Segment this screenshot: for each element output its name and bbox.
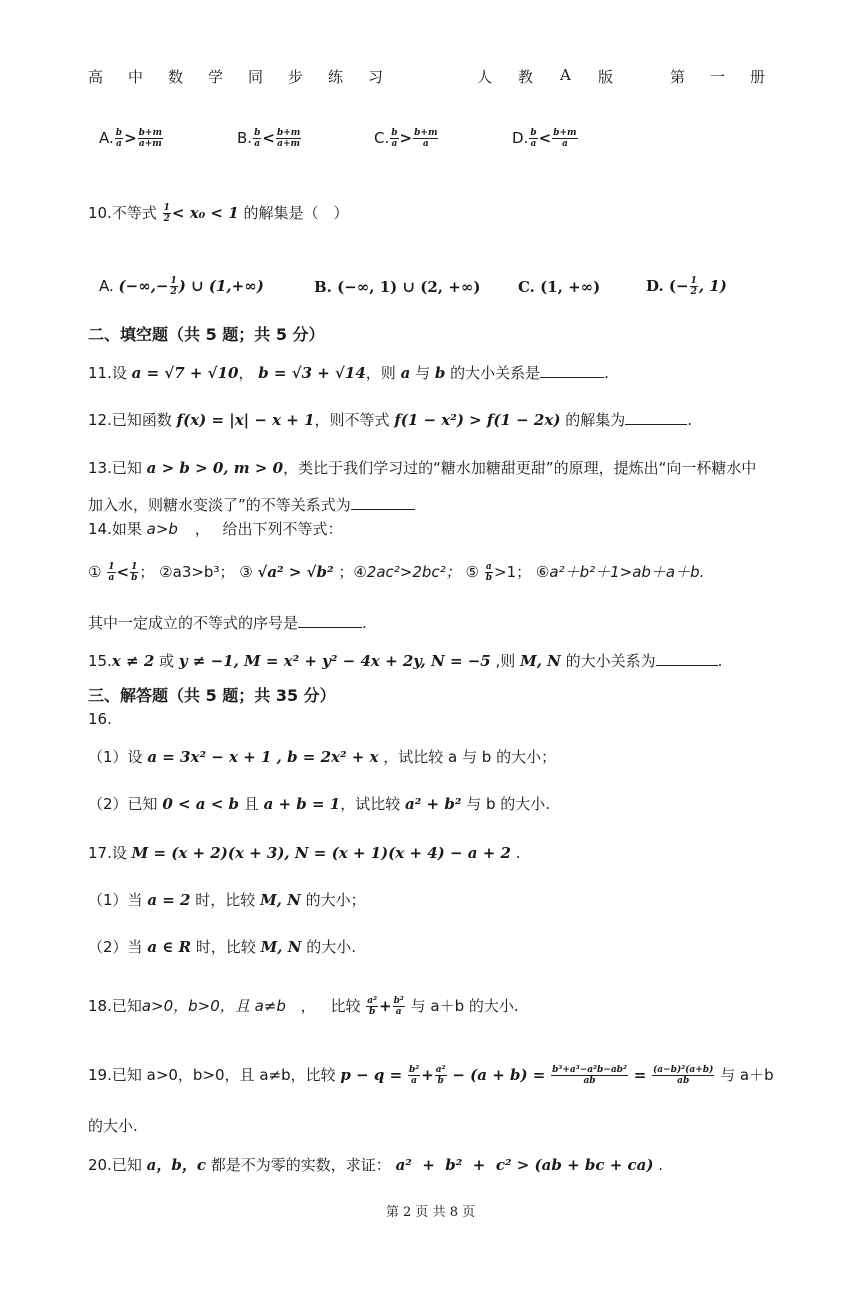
q9-option-a: A. $\frac{b}{a}$ > $\frac{b+m}{a+m}$	[99, 128, 162, 149]
question-16-number: 16.	[88, 710, 112, 728]
question-10-stem: 10.不等式 $\frac{1}{2}$ < x₀ < 1 的解集是（ ）	[88, 203, 349, 224]
question-17: 17.设 M = (x + 2)(x + 3), N = (x + 1)(x + 4) − a + 2 .	[88, 844, 521, 862]
fraction: $\frac{\text{a²}}{b}$	[367, 996, 378, 1017]
question-20: 20.已知 a，b，c 都是不为零的实数，求证： a² + b² + c² > (ab + bc + ca) .	[88, 1156, 664, 1174]
answer-blank[interactable]	[540, 363, 604, 378]
header-char: 版	[598, 68, 614, 86]
header-char: 册	[750, 68, 766, 86]
fraction: $\frac{\text{a²}}{b}$	[435, 1065, 446, 1086]
question-16-part2: （2）已知 0 < a < b 且 a + b = 1，试比较 a² + b² 与 b 的大小.	[88, 795, 551, 813]
question-19-line2: 的大小.	[88, 1117, 138, 1135]
fraction: $\frac{b}{a}$	[391, 128, 398, 149]
fraction: $\frac{b+m}{a}$	[553, 128, 577, 149]
answer-blank[interactable]	[351, 495, 415, 510]
question-19: 19.已知 a>0，b>0，且 a≠b，比较 p − q = $\frac{\text{b²}}{a}$ + $\frac{\text{a²}}{b}$ − (a + b) = $\frac{\text{b³+a³−a²b−ab²}}{ab}$ = $\frac{\text{(a−b)²(a+b)}}{ab}$ 与 a＋b	[88, 1065, 774, 1086]
fraction: $\frac{b}{a}$	[530, 128, 537, 149]
q10-option-d: D. (− $\frac{1}{2}$ , 1)	[646, 276, 727, 297]
fraction: $\frac{\text{b²}}{a}$	[408, 1065, 420, 1086]
question-13-line2: 加入水，则糖水变淡了”的不等关系式为	[88, 494, 415, 515]
section-heading: 二、填空题（共 5 题；共 5 分）	[88, 325, 325, 344]
fraction: $\frac{1}{a}$	[108, 562, 115, 583]
header-char: 中	[128, 68, 144, 86]
header-char: 第	[670, 68, 686, 86]
question-13-line1: 13.已知 a > b > 0, m > 0，类比于我们学习过的“糖水加糖甜更甜”的原理，提炼出“向一杯糖水中	[88, 459, 757, 477]
header-char: A	[560, 66, 571, 84]
question-14: 14.如果 a>b ， 给出下列不等式：	[88, 520, 343, 538]
header-char: 学	[208, 68, 224, 86]
answer-blank[interactable]	[656, 651, 718, 666]
section-heading: 三、解答题（共 5 题；共 35 分）	[88, 686, 336, 705]
question-17-part1: （1）当 a = 2 时，比较 M, N 的大小；	[88, 891, 366, 909]
question-14-conclusion: 其中一定成立的不等式的序号是 .	[88, 614, 367, 632]
fraction: $\frac{\text{(a−b)²(a+b)}}{ab}$	[653, 1065, 714, 1086]
fraction: $\frac{1}{2}$	[170, 276, 177, 297]
fraction: $\frac{b+m}{a}$	[414, 128, 438, 149]
fraction: $\frac{b+m}{a+m}$	[138, 128, 162, 149]
header-char: 人	[477, 68, 493, 86]
answer-blank[interactable]	[625, 410, 687, 425]
question-18: 18.已知a>0，b>0，且 a≠b ， 比较 $\frac{\text{a²}}{b}$ + $\frac{\text{b²}}{a}$ 与 a＋b 的大小.	[88, 996, 519, 1017]
header-char: 习	[368, 68, 384, 86]
page-footer: 第 2 页 共 8 页	[385, 1205, 476, 1220]
question-12: 12.已知函数 f(x) = |x| − x + 1，则不等式 f(1 − x²) > f(1 − 2x) 的解集为 .	[88, 411, 692, 429]
question-16-part1: （1）设 a = 3x² − x + 1 , b = 2x² + x ，试比较 a 与 b 的大小；	[88, 748, 557, 766]
fraction: $\frac{\text{b³+a³−a²b−ab²}}{ab}$	[552, 1065, 627, 1086]
fraction: $\frac{a}{b}$	[485, 562, 492, 583]
header-char: 高	[88, 68, 104, 86]
fraction: $\frac{b}{a}$	[115, 128, 123, 149]
header-char: 教	[518, 68, 534, 86]
header-char: 同	[248, 68, 264, 86]
header-char: 数	[168, 68, 184, 86]
q10-option-b: B. (−∞, 1) ∪ (2, +∞)	[314, 278, 481, 296]
header-char: 练	[328, 68, 344, 86]
q9-option-c: C. $\frac{b}{a}$ > $\frac{b+m}{a}$	[374, 128, 438, 149]
fraction: $\frac{1}{2}$	[163, 203, 170, 224]
q9-option-d: D. $\frac{b}{a}$ < $\frac{b+m}{a}$	[512, 128, 577, 149]
fraction: $\frac{b}{a}$	[254, 128, 261, 149]
question-11: 11.设 a = √7 + √10， b = √3 + √14，则 a 与 b 的大小关系是 .	[88, 364, 609, 382]
fraction: $\frac{1}{2}$	[690, 276, 697, 297]
header-char: 一	[710, 68, 726, 86]
question-17-part2: （2）当 a ∈ R 时，比较 M, N 的大小.	[88, 938, 356, 956]
q10-option-c: C. (1, +∞)	[518, 278, 601, 296]
fraction: $\frac{1}{b}$	[131, 562, 138, 583]
fraction: $\frac{\text{b²}}{a}$	[393, 996, 404, 1017]
answer-blank[interactable]	[298, 613, 362, 628]
q9-option-b: B. $\frac{b}{a}$ < $\frac{b+m}{a+m}$	[237, 128, 301, 149]
q10-option-a: A. (−∞,− $\frac{1}{2}$ ) ∪ (1,+∞)	[99, 276, 264, 297]
fraction: $\frac{b+m}{a+m}$	[276, 128, 301, 149]
question-15: 15.x ≠ 2 或 y ≠ −1, M = x² + y² − 4x + 2y, N = −5 ,则 M, N 的大小关系为 .	[88, 652, 723, 670]
header-char: 步	[288, 68, 304, 86]
question-14-items: ① $\frac{1}{a}$ < $\frac{1}{b}$ ； ②a3>b³； ③ √a² > √b² ；④2ac²>2bc²； ⑤ $\frac{a}{b}$ >1； ⑥a²＋b²＋1>ab＋a＋b.	[88, 562, 705, 583]
